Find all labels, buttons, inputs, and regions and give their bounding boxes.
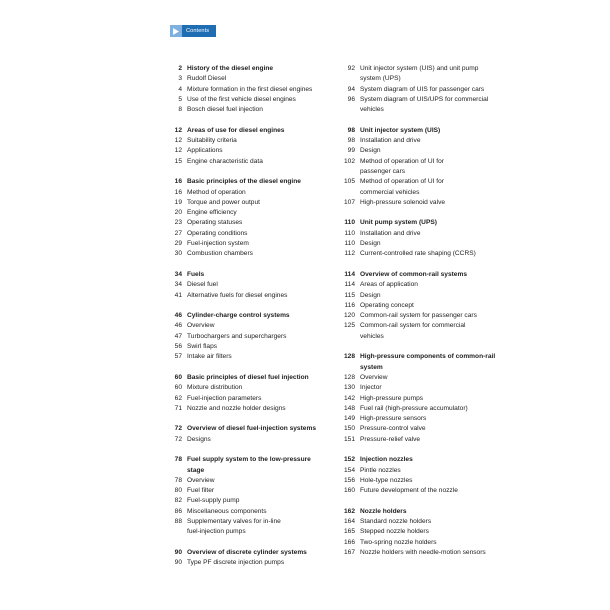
page-number: 120 [343,312,355,320]
page-number: 60 [174,373,182,381]
toc-entry[interactable] [166,394,341,404]
page-number: 128 [343,353,355,361]
toc-entry[interactable] [166,435,341,445]
toc-section [339,218,514,259]
page-number: 116 [344,301,355,309]
entry-title: High-pressure components of common-rail system [360,353,496,371]
toc-entry[interactable] [339,321,514,342]
toc-entry[interactable] [166,146,341,156]
toc-entry[interactable] [339,486,514,496]
entry-title: Fuels [187,270,205,278]
page-number: 150 [343,425,355,433]
contents-tab-button[interactable] [170,25,216,37]
page-number: 154 [343,466,355,474]
toc-entry[interactable] [339,476,514,486]
page-number: 41 [174,291,182,299]
page-number: 34 [174,270,182,278]
entry-title: Designs [187,435,211,443]
toc-entry[interactable] [339,538,514,548]
entry-title: Overview [360,373,388,381]
page-number: 5 [178,95,182,103]
toc-entry[interactable] [339,311,514,321]
toc-entry[interactable] [339,280,514,290]
entry-title: Mixture formation in the first diesel engines [187,85,313,93]
toc-chapter-heading[interactable] [339,507,514,517]
toc-entry[interactable] [339,394,514,404]
entry-title: Nozzle holders with needle-motion sensors [360,548,486,556]
entry-title: Turbochargers and superchargers [187,332,287,340]
page-number: 152 [343,456,355,464]
toc-entry[interactable] [339,527,514,537]
page-number: 102 [343,157,355,165]
entry-title: Unit injector system (UIS) [360,126,441,134]
toc-chapter-heading[interactable] [166,373,341,383]
entry-title: Use of the first vehicle diesel engines [187,95,296,103]
page-number: 164 [343,518,355,526]
toc-entry[interactable] [339,383,514,393]
entry-title: Areas of use for diesel engines [187,126,285,134]
toc-section [166,455,341,537]
page-number: 12 [174,147,182,155]
entry-title: Operating concept [360,301,414,309]
toc-chapter-heading[interactable] [339,270,514,280]
entry-title: Fuel-injection parameters [187,394,262,402]
toc-entry[interactable] [339,198,514,208]
page-number: 156 [343,476,355,484]
entry-title: Pressure-control valve [360,425,426,433]
entry-title: Method of operation of UI for passenger cars [360,157,444,175]
entry-title: Alternative fuels for diesel engines [187,291,288,299]
toc-entry[interactable] [339,414,514,424]
page-number: 15 [174,157,182,165]
toc-entry[interactable] [166,229,341,239]
toc-entry[interactable] [166,332,341,342]
toc-chapter-heading[interactable] [166,311,341,321]
toc-entry[interactable] [339,157,514,178]
toc-entry[interactable] [166,85,341,95]
page-number: 99 [347,147,355,155]
page-number: 98 [347,126,355,134]
page-number: 114 [344,270,355,278]
entry-title: History of the diesel engine [187,65,274,72]
entry-title: Fuel rail (high-pressure accumulator) [360,404,468,412]
page-number: 92 [347,65,355,72]
toc-section [339,64,514,115]
toc-entry[interactable] [339,146,514,156]
toc-entry[interactable] [166,280,341,290]
entry-title: Nozzle and nozzle holder designs [187,404,286,412]
page-number: 125 [343,322,355,330]
toc-entry[interactable] [166,352,341,362]
entry-title: Cylinder-charge control systems [187,312,290,320]
toc-entry[interactable] [166,383,341,393]
entry-title: Torque and power output [187,198,260,206]
toc-entry[interactable] [339,136,514,146]
toc-section [166,64,341,115]
toc-entry[interactable] [339,435,514,445]
page-number: 98 [347,137,355,145]
toc-entry[interactable] [339,291,514,301]
toc-entry[interactable] [166,157,341,167]
entry-title: Design [360,147,381,155]
entry-title: Overview [187,476,215,484]
page-number: 12 [174,126,182,134]
toc-entry[interactable] [339,424,514,434]
entry-title: Miscellaneous components [187,507,267,515]
page-number: 46 [174,322,182,330]
entry-title: Overview of discrete cylinder systems [187,548,307,556]
entry-title: Future development of the nozzle [360,487,458,495]
page-number: 166 [343,538,355,546]
page-number: 57 [174,353,182,361]
page-number: 151 [343,435,355,443]
toc-entry[interactable] [166,105,341,115]
page-number: 30 [174,250,182,258]
page-number: 128 [343,373,355,381]
page-number: 29 [174,240,182,248]
page-number: 62 [174,394,182,402]
toc-section [166,126,341,167]
toc-entry[interactable] [166,198,341,208]
page-number: 149 [343,415,355,423]
page-number: 27 [174,229,182,237]
page-number: 105 [343,178,355,186]
toc-entry[interactable] [339,239,514,249]
entry-title: Swirl flaps [187,343,218,351]
page-number: 19 [174,198,182,206]
entry-title: High-pressure sensors [360,415,427,423]
page-number: 23 [174,219,182,227]
page-number: 46 [174,312,182,320]
entry-title: Suitability criteria [187,137,237,145]
toc-entry[interactable] [339,466,514,476]
entry-title: Current-controlled rate shaping (CCRS) [360,250,476,258]
page-number: 71 [174,404,182,412]
toc-chapter-heading[interactable] [339,455,514,465]
entry-title: Engine characteristic data [187,157,263,165]
page-number: 72 [174,425,182,433]
toc-entry[interactable] [166,558,341,568]
toc-entry[interactable] [166,249,341,259]
page-number: 162 [343,507,355,515]
entry-title: Operating conditions [187,229,248,237]
entry-title: Design [360,240,381,248]
page-number: 90 [174,559,182,567]
entry-title: System diagram of UIS for passenger cars [360,85,485,93]
entry-title: Two-spring nozzle holders [360,538,437,546]
toc-chapter-heading[interactable] [166,64,341,74]
entry-title: Unit pump system (UPS) [360,219,437,227]
entry-title: Applications [187,147,223,155]
toc-entry[interactable] [339,373,514,383]
entry-title: High-pressure pumps [360,394,424,402]
page-number: 110 [344,229,355,237]
entry-title: System diagram of UIS/UPS for commercial vehicles [360,95,489,114]
toc-left-column [166,64,341,569]
page-number: 112 [344,250,355,258]
entry-title: Hole-type nozzles [360,476,413,484]
entry-title: Rudolf Diesel [187,75,227,83]
entry-title: Bosch diesel fuel injection [187,106,263,114]
toc-chapter-heading[interactable] [166,455,341,476]
contents-tab-label: Contents [186,28,210,34]
entry-title: Overview of common-rail systems [360,270,468,278]
toc-entry[interactable] [339,64,514,85]
page-number: 88 [174,518,182,526]
toc-entry[interactable] [166,476,341,486]
entry-title: Fuel filter [187,487,215,495]
toc-entry[interactable] [166,507,341,517]
toc-chapter-heading[interactable] [166,548,341,558]
toc-entry[interactable] [339,404,514,414]
entry-title: Standard nozzle holders [360,518,432,526]
page-number: 80 [174,487,182,495]
page-number: 110 [344,240,355,248]
page-number: 16 [174,178,182,186]
page-number: 94 [347,85,355,93]
entry-title: Installation and drive [360,229,421,237]
entry-title: Type PF discrete injection pumps [187,559,285,567]
entry-title: Method of operation of UI for commercial vehicles [360,178,444,196]
entry-title: Engine efficiency [187,209,237,217]
entry-title: Pressure-relief valve [360,435,421,443]
page-number: 4 [178,85,182,93]
page-number: 148 [343,404,355,412]
toc-entry[interactable] [166,188,341,198]
toc-entry[interactable] [166,517,341,538]
entry-title: Operating statuses [187,219,243,227]
toc-entry[interactable] [166,496,341,506]
page-number: 3 [178,75,182,83]
page-number: 20 [174,209,182,217]
toc-section [339,455,514,496]
page-number: 78 [174,456,182,464]
page-number: 90 [174,548,182,556]
entry-title: Fuel supply system to the low-pressure stage [187,456,311,474]
toc-chapter-heading[interactable] [166,177,341,187]
page-number: 165 [343,528,355,536]
page-number: 72 [174,435,182,443]
toc-section [166,424,341,445]
entry-title: Overview [187,322,215,330]
entry-title: Injector [360,384,382,392]
entry-title: Common-rail system for commercial vehicles [360,322,466,340]
page-number: 130 [343,384,355,392]
entry-title: Intake air filters [187,353,232,361]
toc-section [166,373,341,414]
page-number: 34 [174,281,182,289]
toc-entry[interactable] [166,136,341,146]
toc-entry[interactable] [166,95,341,105]
entry-title: Design [360,291,381,299]
toc-section [339,270,514,342]
page-number: 16 [174,188,182,196]
page-number: 60 [174,384,182,392]
entry-title: Common-rail system for passenger cars [360,312,477,320]
toc-entry[interactable] [339,229,514,239]
toc-section [166,177,341,259]
page-number: 96 [347,95,355,103]
toc-right-column [339,64,514,558]
toc-entry[interactable] [339,249,514,259]
toc-entry[interactable] [339,548,514,558]
toc-section [339,507,514,558]
toc-entry[interactable] [166,291,341,301]
toc-chapter-heading[interactable] [339,126,514,136]
toc-chapter-heading[interactable] [166,424,341,434]
entry-title: Overview of diesel fuel-injection systems [187,425,316,433]
page-number: 110 [344,219,355,227]
entry-title: Pintle nozzles [360,466,401,474]
entry-title: Stepped nozzle holders [360,528,429,536]
toc-entry[interactable] [166,321,341,331]
page-number: 82 [174,497,182,505]
page-number: 107 [343,198,355,206]
toc-entry[interactable] [166,208,341,218]
page-number: 56 [174,343,182,351]
page-number: 142 [343,394,355,402]
entry-title: Injection nozzles [360,456,413,464]
toc-entry[interactable] [339,95,514,116]
toc-chapter-heading[interactable] [339,218,514,228]
toc-entry[interactable] [339,85,514,95]
page-number: 47 [174,332,182,340]
toc-entry[interactable] [166,486,341,496]
entry-title: Combustion chambers [187,250,253,258]
entry-title: Unit injector system (UIS) and unit pump system (UPS) [360,65,479,83]
toc-chapter-heading[interactable] [339,352,514,373]
toc-entry[interactable] [166,404,341,414]
toc-entry[interactable] [166,74,341,84]
toc-entry[interactable] [166,342,341,352]
page-number: 8 [178,106,182,114]
toc-section [166,270,341,301]
toc-entry[interactable] [339,517,514,527]
entry-title: Basic principles of diesel fuel injection [187,373,309,381]
entry-title: Method of operation [187,188,246,196]
page-number: 160 [343,487,355,495]
entry-title: Mixture distribution [187,384,243,392]
toc-entry[interactable] [166,218,341,228]
entry-title: Basic principles of the diesel engine [187,178,301,186]
page-number: 12 [174,137,182,145]
page-number: 86 [174,507,182,515]
entry-title: High-pressure solenoid valve [360,198,446,206]
toc-entry[interactable] [339,301,514,311]
toc-chapter-heading[interactable] [166,270,341,280]
entry-title: Supplementary valves for in-line fuel-injection pumps [187,518,281,536]
toc-chapter-heading[interactable] [166,126,341,136]
entry-title: Fuel-supply pump [187,497,240,505]
entry-title: Areas of application [360,281,418,289]
page-number: 2 [178,65,182,72]
entry-title: Fuel-injection system [187,240,249,248]
toc-entry[interactable] [339,177,514,198]
toc-entry[interactable] [166,239,341,249]
toc-section [166,548,341,569]
entry-title: Diesel fuel [187,281,218,289]
toc-section [339,126,514,208]
toc-section [339,352,514,445]
entry-title: Nozzle holders [360,507,407,515]
play-icon [170,25,182,37]
page-number: 115 [344,291,355,299]
toc-section [166,311,341,362]
page-number: 114 [344,281,355,289]
page-number: 167 [343,548,355,556]
entry-title: Installation and drive [360,137,421,145]
page-number: 78 [174,476,182,484]
